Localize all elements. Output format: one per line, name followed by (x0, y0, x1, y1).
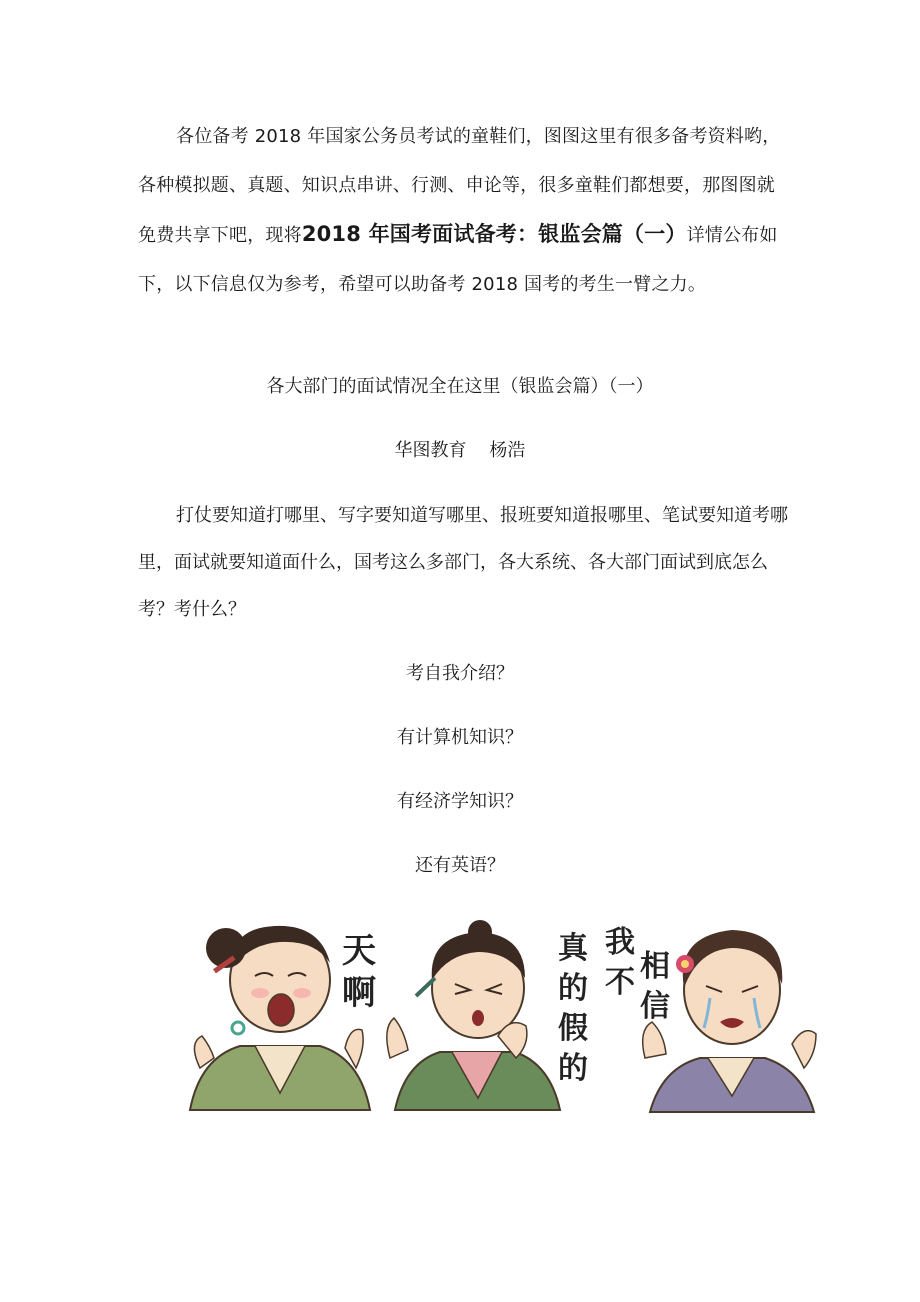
caption-bu: 不 (605, 965, 635, 1000)
comic-panel-2 (387, 920, 589, 1110)
caption-de-2: 的 (558, 1051, 588, 1086)
caption-xin: 信 (640, 989, 670, 1024)
question-3: 有经济学知识？ (397, 791, 523, 812)
caption-de-1: 的 (558, 971, 588, 1006)
intro-text-end: 详情公布如下，以下信息仅为参考，希望可以助备考 2018 国考的考生一臂之力。 (138, 225, 778, 295)
intro-paragraph (138, 112, 788, 309)
body-paragraph: 打仗要知道打哪里、写字要知道写哪里、报班要知道报哪里、笔试要知道考哪里，面试就要知道面什么，国考这么多部门，各大系统、各大部门面试到底怎么考？考什么？ (138, 505, 788, 620)
question-2: 有计算机知识？ (397, 727, 523, 748)
comic-illustration (180, 918, 820, 1114)
article-title: 各大部门的面试情况全在这里（银监会篇）（一） (266, 376, 654, 397)
caption-wo: 我 (605, 925, 635, 960)
comic-panel-1 (190, 926, 376, 1110)
intro-bold-title: 2018 年国考面试备考：银监会篇（一） (301, 222, 687, 246)
article-byline: 华图教育 杨浩 (394, 440, 526, 461)
caption-tian: 天 (342, 931, 376, 971)
intro-text-start: 各位备考 2018 年国家公务员考试的童鞋们，图图这里有很多备考资料哟，各种模拟题、真题、知识点串讲、行测、申论等，很多童鞋们都想要，那图图就免费共享下吧，现将 (138, 126, 781, 246)
caption-zhen: 真 (558, 931, 588, 966)
comic-panel-3 (605, 925, 816, 1112)
caption-a: 啊 (342, 973, 376, 1013)
caption-xiang: 相 (640, 949, 670, 984)
question-1: 考自我介绍？ (406, 663, 514, 684)
comic-svg (180, 918, 820, 1114)
question-4: 还有英语？ (415, 855, 505, 876)
caption-jia: 假 (558, 1011, 588, 1046)
